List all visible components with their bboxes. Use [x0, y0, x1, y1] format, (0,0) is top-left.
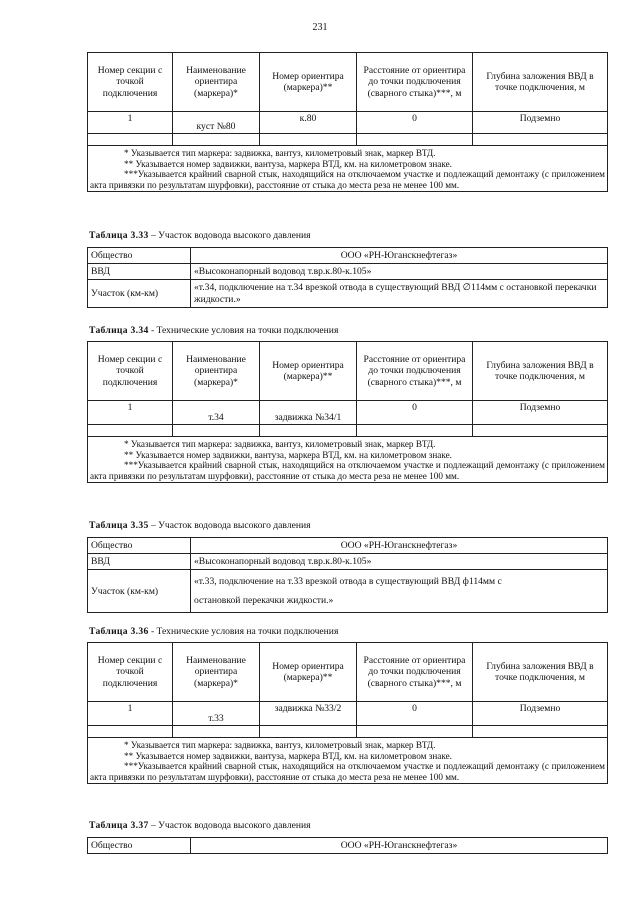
value-company: ООО «РН-Юганскнефтегаз»: [191, 538, 608, 554]
value-vvd: «Высоконапорный водовод т.вр.к.80-к.105»: [191, 264, 608, 280]
footnotes-row: [88, 146, 608, 192]
cell-marker-no: к.80: [260, 112, 357, 134]
cell-marker-name: куст №80: [173, 112, 260, 134]
cell-distance: 0: [357, 702, 473, 726]
header-marker-name: Наименование ориентира (маркера)*: [173, 53, 260, 112]
caption-table-3-34: Таблица 3.34 - Технические условия на точки подключения: [89, 325, 339, 336]
cell-section-no: 1: [88, 401, 173, 425]
cell-distance: 0: [357, 401, 473, 425]
footnote-2: ** Указывается номер задвижки, вантуза, маркера ВТД, км. на километровом знаке.: [124, 449, 452, 460]
header-marker-no: Номер ориентира (маркера)**: [260, 342, 357, 401]
label-vvd: ВВД: [88, 554, 191, 570]
footnote-3: ***Указывается крайний сварной стык, находящийся на отключаемом участке и подлежащий демонтажу (с приложением акта привязки по результатам шурфовки), расстояние от стыка до места реза не менее 100 мм.: [90, 761, 605, 782]
header-depth: Глубина заложения ВВД в точке подключения, м: [473, 53, 608, 112]
footnote-1: * Указывается тип маркера: задвижка, вантуз, километровый знак, маркер ВТД.: [124, 439, 436, 449]
footnotes-row: [88, 437, 608, 483]
table-header-row: [88, 53, 608, 112]
footnote-3: ***Указывается крайний сварной стык, находящийся на отключаемом участке и подлежащий демонтажу (с приложением акта привязки по результатам шурфовки), расстояние от стыка до места реза не менее 100 мм.: [90, 460, 605, 481]
footnotes-row: [88, 738, 608, 784]
value-section-line-2: остановкой перекачки жидкости.»: [194, 595, 334, 607]
table-header-row: [88, 643, 608, 702]
caption-table-3-33: Таблица 3.33 – Участок водовода высокого давления: [89, 230, 311, 241]
header-section-no: Номер секции с точкой подключения: [88, 643, 173, 702]
caption-table-3-35: Таблица 3.35 – Участок водовода высокого давления: [89, 520, 311, 531]
header-marker-name: Наименование ориентира (маркера)*: [173, 342, 260, 401]
row-vvd: [88, 264, 608, 280]
caption-table-3-37: Таблица 3.37 – Участок водовода высокого давления: [89, 820, 311, 831]
value-section: [191, 570, 608, 613]
connection-conditions-table-3-36: [87, 642, 608, 784]
connection-conditions-table-3-34: [87, 341, 608, 483]
empty-row: [88, 726, 608, 738]
section-table-3-35: [87, 537, 608, 613]
header-distance: Расстояние от ориентира до точки подключения (сварного стыка)***, м: [357, 342, 473, 401]
table-header-row: [88, 342, 608, 401]
value-company: ООО «РН-Юганскнефтегаз»: [191, 248, 608, 264]
table-row: [88, 702, 608, 726]
row-vvd: [88, 554, 608, 570]
value-section: «т.34, подключение на т.34 врезкой отвода в существующий ВВД ∅114мм с остановкой перекачки жидкости.»: [191, 280, 608, 307]
footnote-1: * Указывается тип маркера: задвижка, вантуз, километровый знак, маркер ВТД.: [124, 740, 436, 750]
table-row: [88, 401, 608, 425]
connection-conditions-table-top: [87, 52, 608, 192]
header-marker-name: Наименование ориентира (маркера)*: [173, 643, 260, 702]
cell-depth: Подземно: [473, 112, 608, 134]
cell-marker-name: т.34: [173, 401, 260, 425]
cell-distance: 0: [357, 112, 473, 134]
footnotes: [88, 437, 608, 483]
label-company: Общество: [88, 248, 191, 264]
cell-depth: Подземно: [473, 702, 608, 726]
row-section: [88, 280, 608, 307]
value-section-line-1: «т.33, подключение на т.33 врезкой отвода в существующий ВВД ф114мм с: [194, 576, 502, 588]
footnote-2: ** Указывается номер задвижки, вантуза, маркера ВТД, км. на километровом знаке.: [124, 158, 452, 169]
empty-row: [88, 134, 608, 146]
value-vvd: «Высоконапорный водовод т.вр.к.80-к.105»: [191, 554, 608, 570]
cell-section-no: 1: [88, 112, 173, 134]
table-row: [88, 112, 608, 134]
label-company: Общество: [88, 538, 191, 554]
label-section: Участок (км-км): [88, 570, 191, 613]
cell-marker-no: задвижка №33/2: [260, 702, 357, 726]
footnote-3: ***Указывается крайний сварной стык, находящийся на отключаемом участке и подлежащий демонтажу (с приложением акта привязки по результатам шурфовки), расстояние от стыка до места реза не менее 100 мм.: [90, 169, 605, 190]
footnotes: [88, 146, 608, 192]
section-table-3-37: [87, 837, 608, 854]
page-number: 231: [312, 22, 328, 33]
section-table-3-33: [87, 247, 608, 308]
cell-marker-no: задвижка №34/1: [260, 401, 357, 425]
header-section-no: Номер секции с точкой подключения: [88, 342, 173, 401]
label-section: Участок (км-км): [88, 280, 191, 307]
cell-marker-name: т.33: [173, 702, 260, 726]
label-vvd: ВВД: [88, 264, 191, 280]
row-company: [88, 838, 608, 854]
cell-depth: Подземно: [473, 401, 608, 425]
header-section-no: Номер секции с точкой подключения: [88, 53, 173, 112]
row-company: [88, 538, 608, 554]
header-depth: Глубина заложения ВВД в точке подключения, м: [473, 342, 608, 401]
empty-row: [88, 425, 608, 437]
row-company: [88, 248, 608, 264]
footnote-2: ** Указывается номер задвижки, вантуза, маркера ВТД, км. на километровом знаке.: [124, 750, 452, 761]
header-distance: Расстояние от ориентира до точки подключения (сварного стыка)***, м: [357, 53, 473, 112]
header-depth: Глубина заложения ВВД в точке подключения, м: [473, 643, 608, 702]
header-marker-no: Номер ориентира (маркера)**: [260, 643, 357, 702]
cell-section-no: 1: [88, 702, 173, 726]
footnotes: [88, 738, 608, 784]
header-marker-no: Номер ориентира (маркера)**: [260, 53, 357, 112]
row-section: [88, 570, 608, 613]
header-distance: Расстояние от ориентира до точки подключения (сварного стыка)***, м: [357, 643, 473, 702]
label-company: Общество: [88, 838, 191, 854]
value-company: ООО «РН-Юганскнефтегаз»: [191, 838, 608, 854]
caption-table-3-36: Таблица 3.36 - Технические условия на точки подключения: [89, 626, 339, 637]
footnote-1: * Указывается тип маркера: задвижка, вантуз, километровый знак, маркер ВТД.: [124, 148, 436, 158]
